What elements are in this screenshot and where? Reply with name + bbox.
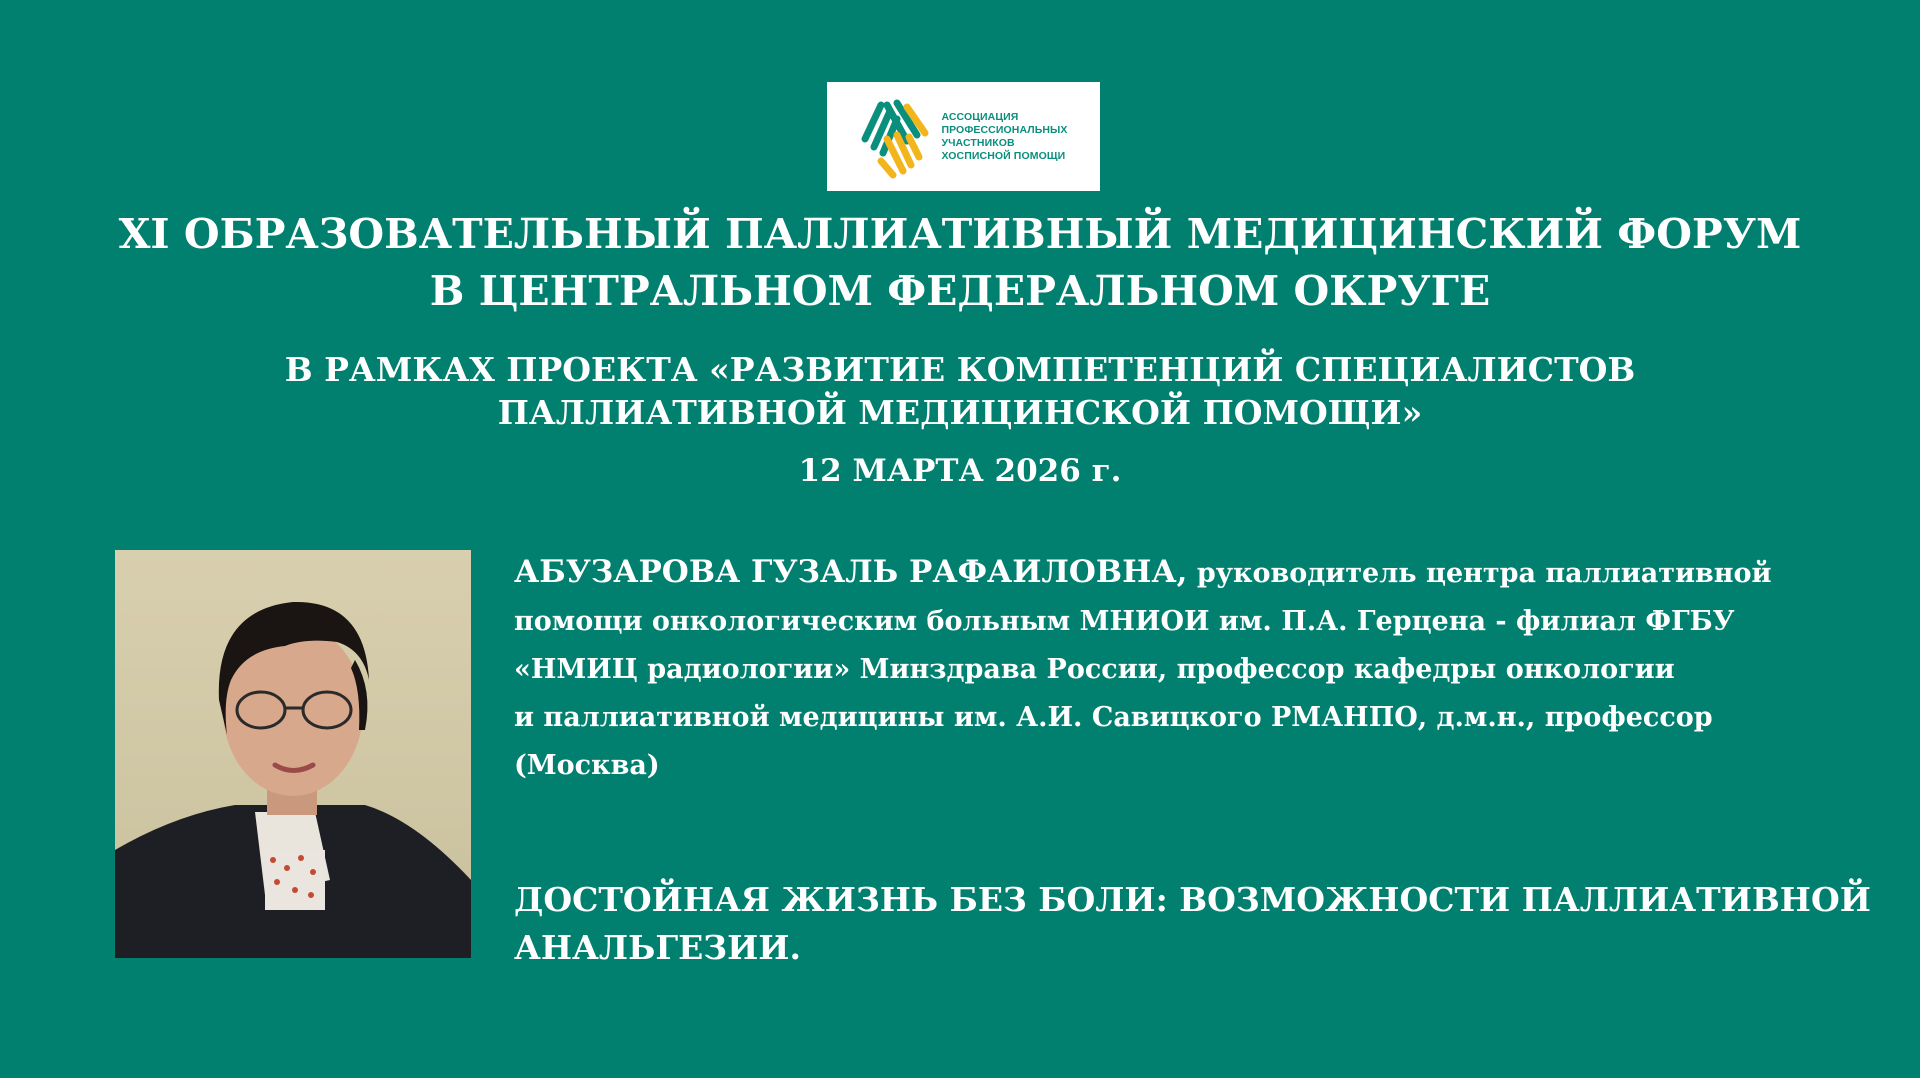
hands-logo-icon [859, 95, 931, 179]
speaker-position: руководитель центра паллиативной [1187, 558, 1772, 589]
talk-title-line-1: ДОСТОЙНАЯ ЖИЗНЬ БЕЗ БОЛИ: ВОЗМОЖНОСТИ ПАЛЛИАТИВНОЙ [514, 880, 1871, 919]
speaker-city: (Москва) [514, 750, 660, 781]
speaker-bio-line-2: помощи онкологическим больным МНИОИ им. П.А. Герцена - филиал ФГБУ [514, 606, 1735, 637]
forum-title [0, 206, 1920, 320]
event-date: 12 МАРТА 2026 г. [798, 453, 1122, 489]
talk-title-line-2: АНАЛЬГЕЗИИ. [514, 928, 801, 967]
project-subtitle-line-1: В РАМКАХ ПРОЕКТА «РАЗВИТИЕ КОМПЕТЕНЦИЙ СПЕЦИАЛИСТОВ [284, 350, 1636, 389]
forum-title-line-2: В ЦЕНТРАЛЬНОМ ФЕДЕРАЛЬНОМ ОКРУГЕ [429, 267, 1491, 315]
forum-title-line-1: XI ОБРАЗОВАТЕЛЬНЫЙ ПАЛЛИАТИВНЫЙ МЕДИЦИНСКИЙ ФОРУМ [118, 210, 1802, 258]
logo-line: УЧАСТНИКОВ [941, 136, 1015, 149]
speaker-photo [115, 550, 471, 958]
logo-line: ПРОФЕССИОНАЛЬНЫХ [941, 123, 1068, 136]
association-logo [827, 82, 1100, 191]
talk-title [514, 876, 1871, 972]
project-subtitle-line-2: ПАЛЛИАТИВНОЙ МЕДИЦИНСКОЙ ПОМОЩИ» [497, 393, 1423, 432]
logo-line: АССОЦИАЦИЯ [941, 110, 1019, 123]
project-subtitle [0, 348, 1920, 434]
speaker-bio-line-1 [514, 548, 1814, 598]
speaker-name: АБУЗАРОВА ГУЗАЛЬ РАФАИЛОВНА, [514, 554, 1188, 590]
speaker-bio-line-4: и паллиативной медицины им. А.И. Савицкого РМАНПО, д.м.н., профессор [514, 702, 1713, 733]
logo-line: ХОСПИСНОЙ ПОМОЩИ [941, 149, 1066, 162]
speaker-bio-line-3: «НМИЦ радиологии» Минздрава России, профессор кафедры онкологии [514, 654, 1675, 685]
speaker-bio [514, 548, 1814, 790]
logo-wordmark [941, 111, 1067, 163]
speaker-portrait-icon [115, 550, 471, 958]
